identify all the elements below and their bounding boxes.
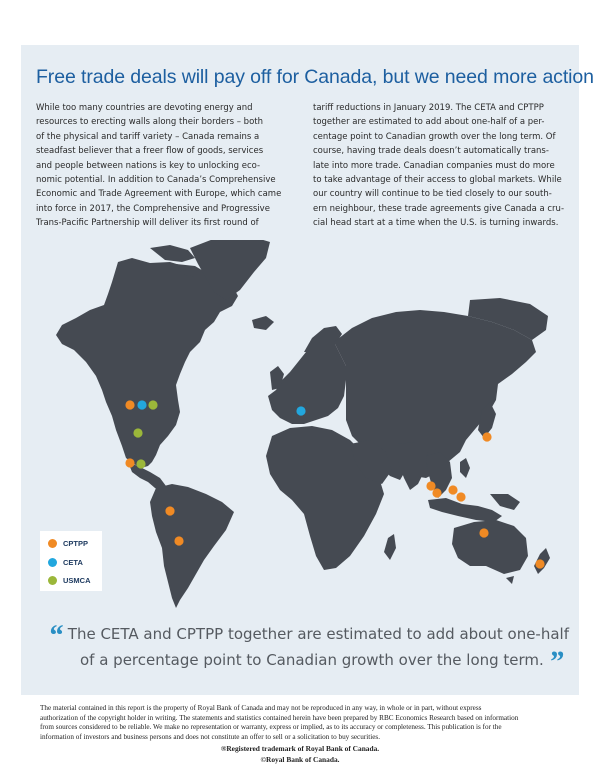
legend-label: CETA — [63, 557, 83, 567]
australia-landmass — [452, 520, 528, 574]
body-column-right — [313, 101, 571, 231]
body-line: centage point to Canadian growth over the long term. Of — [313, 131, 556, 142]
cptpp-member-marker — [426, 481, 435, 490]
world-map — [21, 240, 579, 615]
body-line: nomic potential. In addition to Canada’s Comprehensive — [36, 175, 276, 186]
cptpp-dot-icon — [48, 539, 57, 548]
disclaimer-line: information of investors and business persons and does not constitute an offer to sell or a solicitation to buy securities. — [40, 732, 381, 741]
legend-label: CPTPP — [63, 538, 89, 548]
body-column-left — [36, 101, 294, 231]
map-legend — [40, 531, 102, 591]
body-line: course, having trade deals doesn’t automatically trans- — [313, 146, 549, 157]
cptpp-member-marker — [482, 432, 491, 441]
legal-disclaimer — [40, 704, 565, 742]
quote-line-2: of a percentage point to Canadian growth over the long term. — [80, 651, 544, 669]
cptpp-member-marker — [479, 528, 488, 537]
india-landmass — [398, 442, 428, 490]
cptpp-member-marker — [448, 485, 457, 494]
legend-item-cptpp — [48, 537, 88, 549]
usmca-member-marker — [133, 428, 142, 437]
south-america-landmass — [150, 484, 234, 608]
philippines-landmass — [460, 458, 470, 478]
cptpp-member-marker — [432, 488, 441, 497]
cptpp-member-marker — [125, 458, 134, 467]
cptpp-member-marker — [456, 492, 465, 501]
body-line: resources to erecting walls along their borders – both — [36, 117, 263, 128]
trademark-note: ®Registered trademark of Royal Bank of Canada. — [220, 744, 380, 753]
body-line: together are estimated to add about one-half of a per- — [313, 117, 545, 128]
disclaimer-line: authorization of the copyright holder in writing. The statements and statistics contained herein have been prepared by RBC Economics Research based on information — [40, 713, 519, 722]
arctic-islands-landmass — [150, 245, 195, 262]
usmca-member-marker — [136, 459, 145, 468]
cptpp-member-marker — [125, 400, 134, 409]
cptpp-member-marker — [165, 506, 174, 515]
ceta-member-marker — [137, 400, 146, 409]
body-line: late into more trade. Canadian companies must do more — [313, 160, 555, 171]
body-line: steadfast believer that a freer flow of goods, services — [36, 146, 264, 157]
body-line: our country will continue to be tied closely to our south- — [313, 189, 552, 200]
body-line: to take advantage of their access to global markets. While — [313, 175, 562, 186]
body-line: Economic and Trade Agreement with Europe, which came — [36, 189, 282, 200]
copyright-note: ©Royal Bank of Canada. — [260, 755, 340, 764]
body-line: cial head start at a time when the U.S. is turning inwards. — [313, 218, 559, 229]
new-guinea-landmass — [490, 494, 520, 510]
tasmania-landmass — [506, 576, 514, 584]
madagascar-landmass — [384, 534, 396, 560]
body-line: and people between nations is key to unlocking eco- — [36, 160, 261, 171]
page-heading: Free trade deals will pay off for Canada, but we need more action — [36, 66, 594, 88]
body-line: Trans-Pacific Partnership will deliver its first round of — [36, 218, 259, 229]
ceta-member-marker — [296, 406, 305, 415]
open-quote-icon: “ — [48, 619, 63, 652]
indonesia-landmass — [428, 498, 502, 522]
usmca-member-marker — [148, 400, 157, 409]
cptpp-member-marker — [535, 559, 544, 568]
legend-item-ceta — [48, 556, 83, 568]
body-line: While too many countries are devoting energy and — [36, 103, 253, 113]
quote-line-1: The CETA and CPTPP together are estimated to add about one-half — [67, 625, 569, 643]
close-quote-icon: ” — [548, 645, 564, 678]
legend-label: USMCA — [63, 575, 91, 585]
iceland-landmass — [252, 316, 274, 330]
usmca-dot-icon — [48, 576, 57, 585]
body-line: tariff reductions in January 2019. The CETA and CPTPP — [313, 103, 544, 113]
ceta-dot-icon — [48, 558, 57, 567]
body-line: of the physical and tariff variety – Canada remains a — [36, 131, 260, 142]
body-line: ern neighbour, these trade agreements give Canada a cru- — [313, 203, 565, 214]
disclaimer-line: from sources considered to be reliable. We make no representation or warranty, express or implied, as to its accuracy or completeness. This publication is for the — [40, 723, 502, 731]
north-america-landmass — [56, 258, 238, 468]
legend-item-usmca — [48, 574, 91, 586]
cptpp-member-marker — [174, 536, 183, 545]
disclaimer-line: The material contained in this report is the property of Royal Bank of Canada and may not be reproduced in any way, in whole or in part, without express — [40, 704, 482, 712]
body-line: into force in 2017, the Comprehensive and Progressive — [36, 203, 270, 214]
